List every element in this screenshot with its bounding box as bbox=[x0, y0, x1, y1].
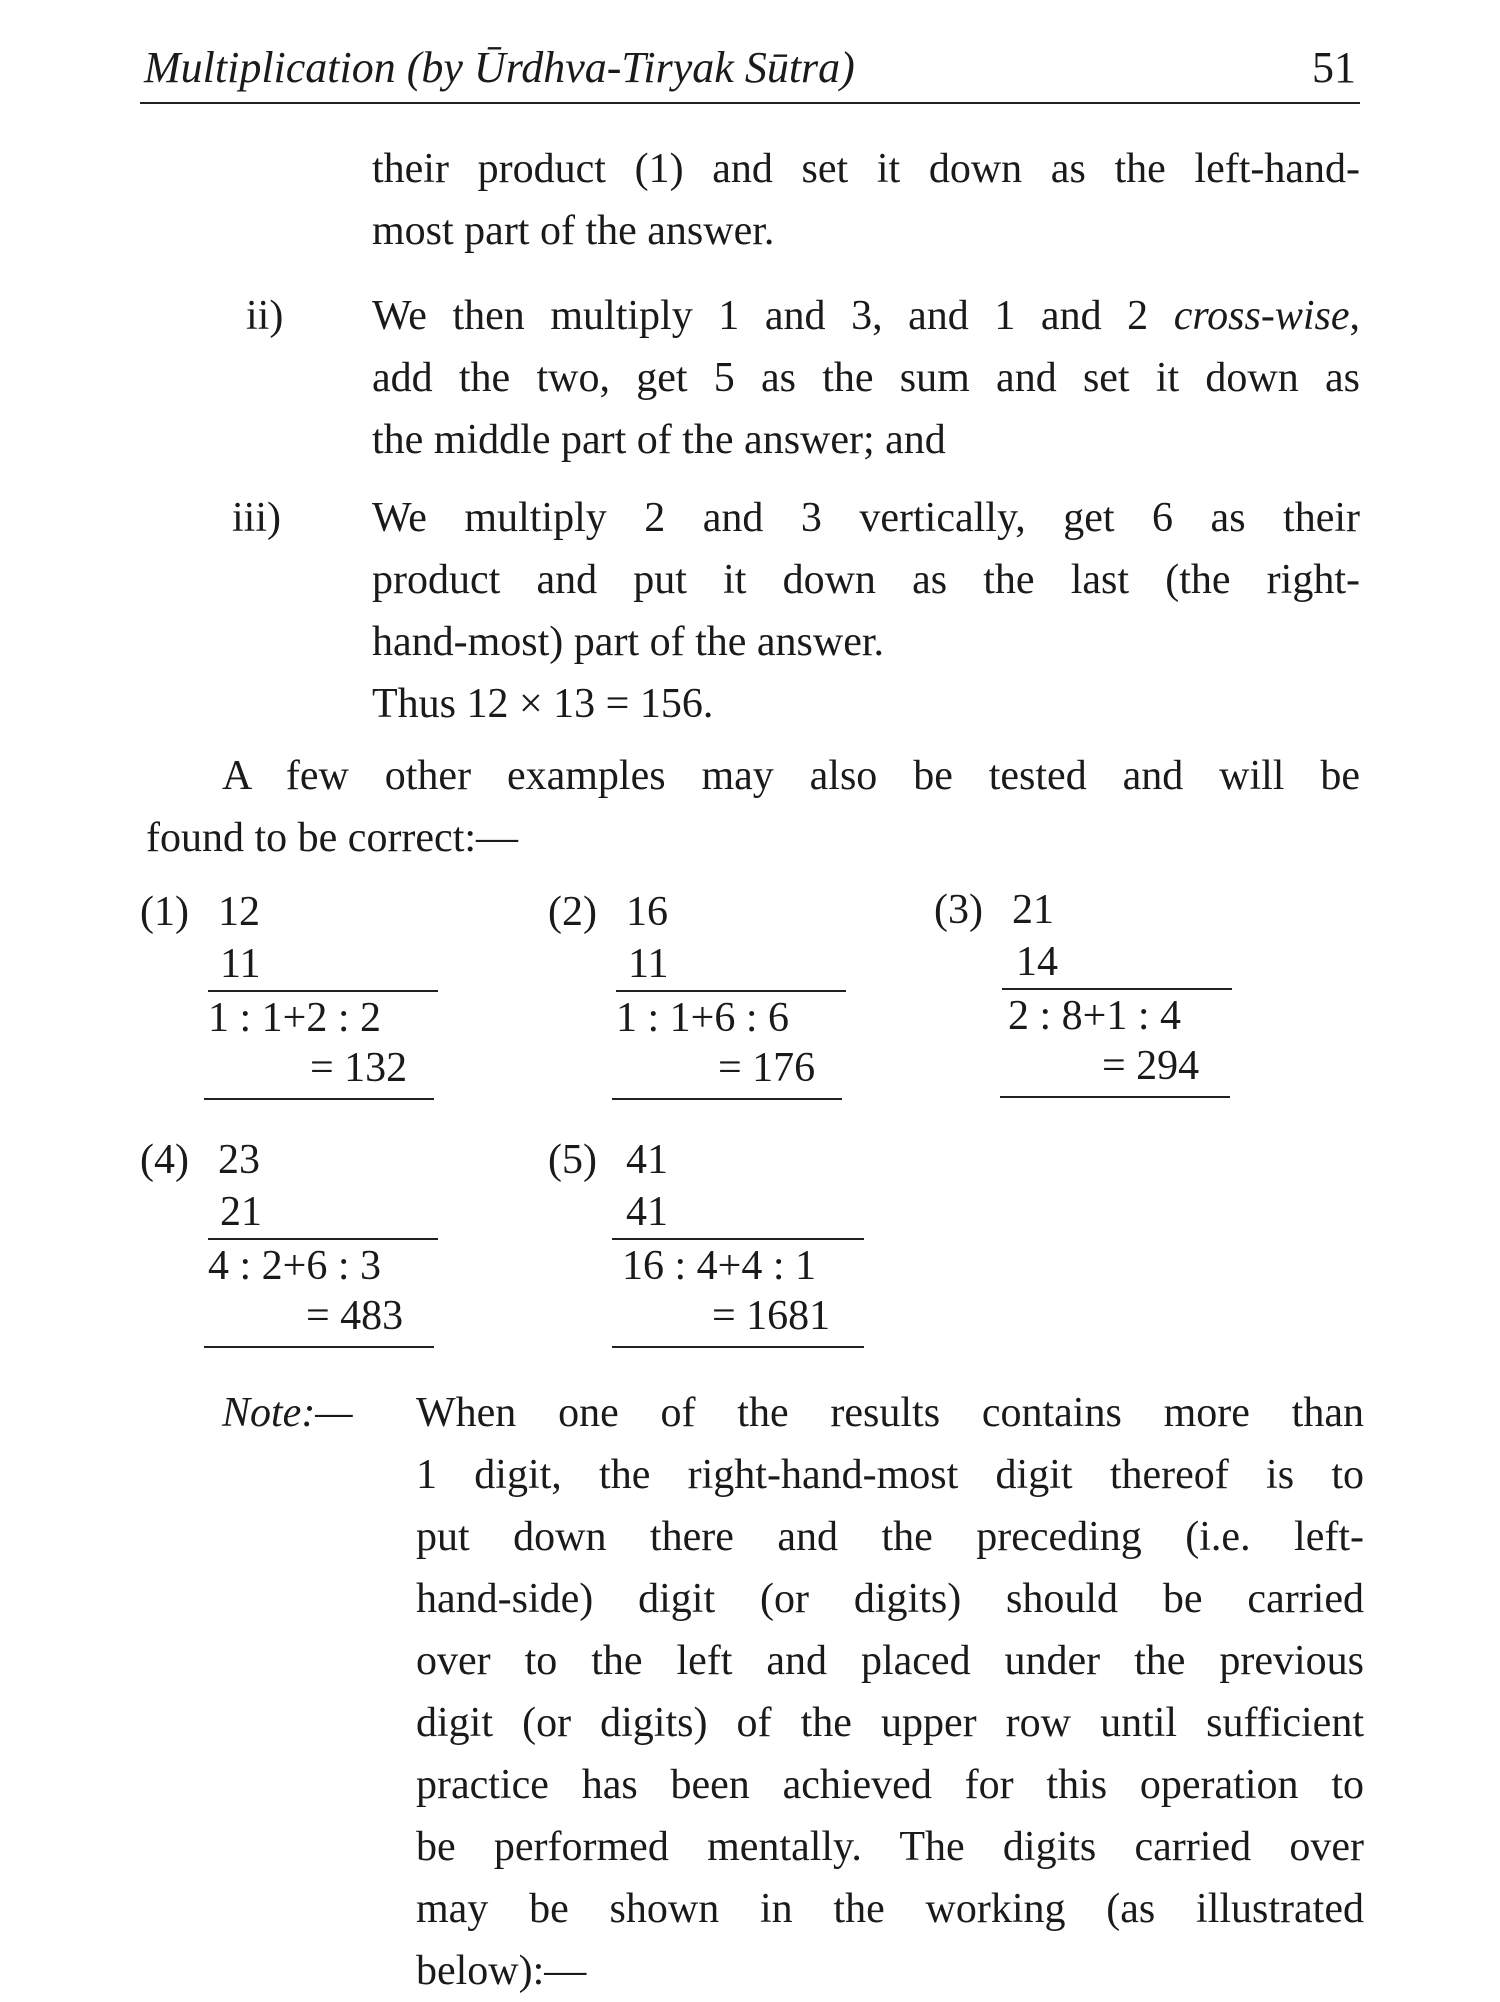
text-line: A few other examples may also be tested and will be bbox=[222, 753, 1360, 799]
result-row: = 1681 bbox=[712, 1293, 831, 1339]
text-line: found to be correct:— bbox=[146, 815, 519, 861]
chapter-title: Multiplication (by Ūrdhva-Tiryak Sūtra) bbox=[144, 43, 855, 92]
example-1 bbox=[140, 886, 450, 1111]
running-header bbox=[140, 40, 1360, 104]
example-label: (2) bbox=[548, 889, 597, 935]
multiplier: 11 bbox=[628, 941, 669, 987]
step-ii-marker: ii) bbox=[246, 293, 284, 339]
rule-line bbox=[612, 1098, 842, 1100]
text-run: We then multiply 1 and 3, and 1 and 2 bbox=[372, 293, 1174, 339]
text-line: hand-most) part of the answer. bbox=[372, 619, 885, 665]
multiplier: 21 bbox=[220, 1189, 262, 1235]
multiplier: 14 bbox=[1016, 939, 1058, 985]
text-line: hand-side) digit (or digits) should be carried bbox=[416, 1576, 1364, 1622]
multiplicand: 21 bbox=[1012, 887, 1054, 933]
step-iii-text bbox=[372, 487, 1360, 735]
text-line: be performed mentally. The digits carried over bbox=[416, 1824, 1364, 1870]
example-5 bbox=[548, 1134, 888, 1359]
result-row: = 176 bbox=[718, 1045, 816, 1091]
text-line: product and put it down as the last (the right- bbox=[372, 557, 1360, 603]
text-line: digit (or digits) of the upper row until sufficient bbox=[416, 1700, 1364, 1746]
text-line: their product (1) and set it down as the left-hand- bbox=[372, 146, 1360, 192]
text-line: may be shown in the working (as illustrated bbox=[416, 1886, 1364, 1932]
example-4 bbox=[140, 1134, 450, 1359]
multiplicand: 12 bbox=[218, 889, 260, 935]
result-row: = 294 bbox=[1102, 1043, 1200, 1089]
working-row: 2 : 8+1 : 4 bbox=[1008, 993, 1182, 1039]
text-run: , bbox=[1349, 293, 1360, 339]
multiplier: 41 bbox=[626, 1189, 668, 1235]
text-line: the middle part of the answer; and bbox=[372, 417, 946, 463]
working-row: 4 : 2+6 : 3 bbox=[208, 1243, 382, 1289]
page-number: 51 bbox=[1312, 43, 1356, 92]
text-line: over to the left and placed under the previous bbox=[416, 1638, 1364, 1684]
multiplier: 11 bbox=[220, 941, 261, 987]
text-line: put down there and the preceding (i.e. left- bbox=[416, 1514, 1364, 1560]
step-ii-text bbox=[372, 285, 1360, 471]
example-2 bbox=[548, 886, 858, 1111]
emphasis-cross-wise: cross-wise bbox=[1173, 293, 1350, 339]
rule-line bbox=[204, 1346, 434, 1348]
note-text bbox=[416, 1382, 1364, 2002]
text-line: Thus 12 × 13 = 156. bbox=[372, 681, 714, 727]
working-row: 1 : 1+6 : 6 bbox=[616, 995, 790, 1041]
result-row: = 132 bbox=[310, 1045, 408, 1091]
text-line: practice has been achieved for this operation to bbox=[416, 1762, 1364, 1808]
example-label: (1) bbox=[140, 889, 189, 935]
multiplicand: 23 bbox=[218, 1137, 260, 1183]
example-label: (5) bbox=[548, 1137, 597, 1183]
example-label: (3) bbox=[934, 887, 983, 933]
text-line bbox=[372, 285, 1360, 347]
working-row: 16 : 4+4 : 1 bbox=[622, 1243, 817, 1289]
intro-paragraph bbox=[146, 745, 1360, 869]
working-row: 1 : 1+2 : 2 bbox=[208, 995, 382, 1041]
step-iii-marker: iii) bbox=[232, 495, 281, 541]
multiplicand: 16 bbox=[626, 889, 668, 935]
example-label: (4) bbox=[140, 1137, 189, 1183]
result-row: = 483 bbox=[306, 1293, 404, 1339]
rule-line bbox=[612, 1346, 864, 1348]
rule-line bbox=[1000, 1096, 1230, 1098]
rule-line bbox=[204, 1098, 434, 1100]
text-line: When one of the results contains more than bbox=[416, 1390, 1364, 1436]
example-3 bbox=[934, 884, 1244, 1109]
text-line: add the two, get 5 as the sum and set it down as bbox=[372, 355, 1360, 401]
text-line: 1 digit, the right-hand-most digit thereof is to bbox=[416, 1452, 1364, 1498]
text-line: We multiply 2 and 3 vertically, get 6 as their bbox=[372, 495, 1360, 541]
note-label: Note:— bbox=[222, 1390, 353, 1436]
text-line: most part of the answer. bbox=[372, 208, 775, 254]
text-line: below):— bbox=[416, 1948, 587, 1994]
step-i-continuation bbox=[372, 138, 1360, 262]
multiplicand: 41 bbox=[626, 1137, 668, 1183]
